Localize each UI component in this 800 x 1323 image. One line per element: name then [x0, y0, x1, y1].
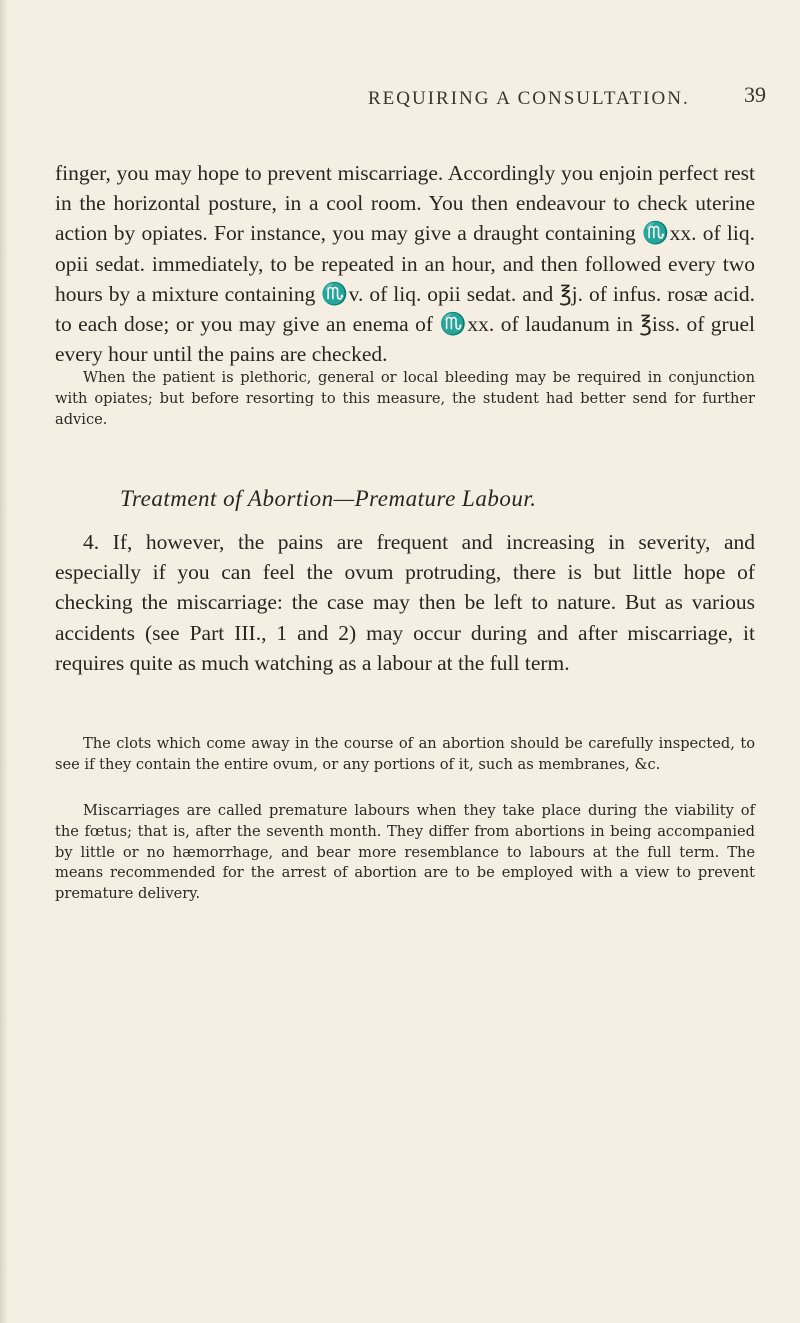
body-paragraph-2: 4. If, however, the pains are frequent and increasing in severity, and especially if you can feel the ovum protruding, there is but little hope of checking the miscarriage: the case may then be left to nature. But as various accidents (see Part III., 1 and 2) may occur during and after miscarriage, it requires quite as much watching as a labour at the full term.	[55, 530, 755, 675]
body-paragraph-1: finger, you may hope to prevent miscarriage. Accordingly you enjoin perfect rest in the horizontal posture, in a cool room. You then endeavour to check uterine action by opiates. For instance, you may give a draught containing ♏xx. of liq. opii sedat. immediately, to be repeated in an hour, and then followed every two hours by a mixture containing ♏v. of liq. opii sedat. and ℥j. of infus. rosæ acid. to each dose; or you may give an enema of ♏xx. of laudanum in ℥iss. of gruel every hour until the pains are checked.	[55, 161, 755, 367]
running-head: REQUIRING A CONSULTATION.	[368, 88, 690, 109]
page-number: 39	[744, 82, 766, 107]
section-heading: Treatment of Abortion—Premature Labour.	[120, 486, 537, 511]
small-print-note-1: When the patient is plethoric, general or local bleeding may be required in conjunction with opiates; but before resorting to this measure, the student had better send for further advice.	[55, 369, 755, 428]
small-print-note-3: Miscarriages are called premature labours when they take place during the viability of the fœtus; that is, after the seventh month. They differ from abortions in being accompanied by little or no hæmorrhage, and bear more resemblance to labours at the full term. The means recommended for the arrest of abortion are to be employed with a view to prevent premature delivery.	[55, 802, 755, 903]
page-gutter-shadow	[0, 0, 8, 1323]
small-print-note-2: The clots which come away in the course of an abortion should be carefully inspected, to see if they contain the entire ovum, or any portions of it, such as membranes, &c.	[55, 735, 755, 773]
